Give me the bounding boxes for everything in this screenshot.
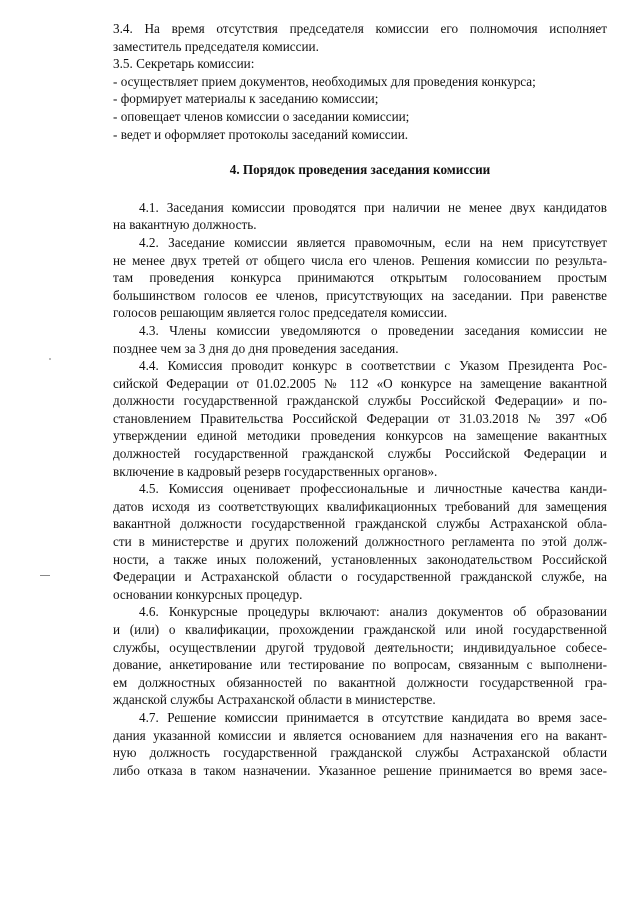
text-line: - оповещает членов комиссии о заседании комиссии;	[113, 108, 410, 124]
section-3-tail	[113, 20, 607, 143]
margin-mark	[40, 575, 50, 576]
document-page	[113, 20, 607, 779]
text-line: заместитель председателя комиссии.	[113, 38, 319, 54]
text-line: там проведения конкурса принимаются открытым голосованием простым	[113, 270, 607, 286]
text-line: службы, осуществлении другой трудовой деятельности; индивидуальное собесе-	[113, 639, 607, 655]
text-line: и (или) о квалификации, прохождении гражданской или иной государственной	[113, 622, 607, 637]
text-line: 4.7. Решение комиссии принимается в отсутствие кандидата во время засе-	[139, 709, 607, 725]
text-line: - ведет и оформляет протоколы заседаний комиссии.	[113, 126, 409, 142]
text-line: ем должностных обязанностей по вакантной должности государственной гра-	[113, 674, 607, 690]
text-line: дование, анкетирование или тестирование по вопросам, связанным с выполнени-	[113, 657, 607, 673]
text-line: 4.3. Члены комиссии уведомляются о проведении заседания комиссии не	[139, 322, 607, 338]
text-line: основании конкурсных процедур.	[113, 586, 303, 602]
text-line: ности, а также иных положений, установленных законодательством Российской	[113, 551, 607, 567]
text-line: сти в министерстве и других положений должностного регламента по этой долж-	[113, 534, 607, 550]
text-line: Федерации и Астраханской области о государственной гражданской службе, на	[113, 569, 607, 585]
text-line: 4.2. Заседание комиссии является правомочным, если на нем присутствует	[139, 234, 607, 250]
text-line: - осуществляет прием документов, необходимых для проведения конкурса;	[113, 73, 536, 89]
section-4-body	[113, 199, 607, 780]
text-line: становлением Правительства Российской Федерации от 31.03.2018 № 397 «Об	[113, 410, 607, 426]
text-line: жданской службы Астраханской области в министерстве.	[113, 692, 436, 708]
text-line: утверждении единой методики проведения конкурсов на замещение вакантных	[113, 428, 607, 444]
text-line: голосов решающим является голос председателя комиссии.	[113, 305, 448, 321]
text-line: 3.5. Секретарь комиссии:	[113, 56, 255, 72]
text-line: - формирует материалы к заседанию комиссии;	[113, 91, 379, 107]
scan-speck	[49, 358, 51, 360]
text-line: дания указанной комиссии и является основанием для назначения его на вакант-	[113, 727, 607, 743]
text-line: 3.4. На время отсутствия председателя комиссии его полномочия исполняет	[113, 21, 607, 36]
text-line: 4.5. Комиссия оценивает профессиональные и личностные качества канди-	[139, 481, 607, 497]
text-line: 4.6. Конкурсные процедуры включают: анализ документов об образовании	[139, 604, 607, 620]
text-line: на вакантную должность.	[113, 217, 257, 233]
text-line: датов исходя из соответствующих квалификационных требований для замещения	[113, 498, 607, 514]
text-line: либо отказа в таком назначении. Указанное решение принимается во время засе-	[113, 762, 607, 778]
section-heading: 4. Порядок проведения заседания комиссии	[229, 162, 491, 178]
text-line: должностей государственной гражданской службы Российской Федерации и	[113, 446, 607, 462]
text-line: включение в кадровый резерв государственных органов».	[113, 463, 438, 479]
text-line: 4.4. Комиссия проводит конкурс в соответствии с Указом Президента Рос-	[139, 358, 607, 374]
text-line: должности государственной гражданской службы Российской Федерации» и по-	[113, 393, 607, 409]
text-line: 4.1. Заседания комиссии проводятся при наличии не менее двух кандидатов	[139, 199, 607, 215]
text-line: не менее двух третей от общего числа его членов. Решения комиссии по результа-	[113, 252, 607, 268]
text-line: ную должность государственной гражданской службы Астраханской области	[113, 745, 607, 761]
text-line: позднее чем за 3 дня до дня проведения заседания.	[113, 340, 399, 356]
text-line: сийской Федерации от 01.02.2005 № 112 «О конкурсе на замещение вакантной	[113, 375, 607, 391]
text-line: большинством голосов ее членов, присутствующих на заседании. При равенстве	[113, 287, 607, 303]
text-line: вакантной должности государственной гражданской службы Астраханской обла-	[113, 516, 607, 532]
